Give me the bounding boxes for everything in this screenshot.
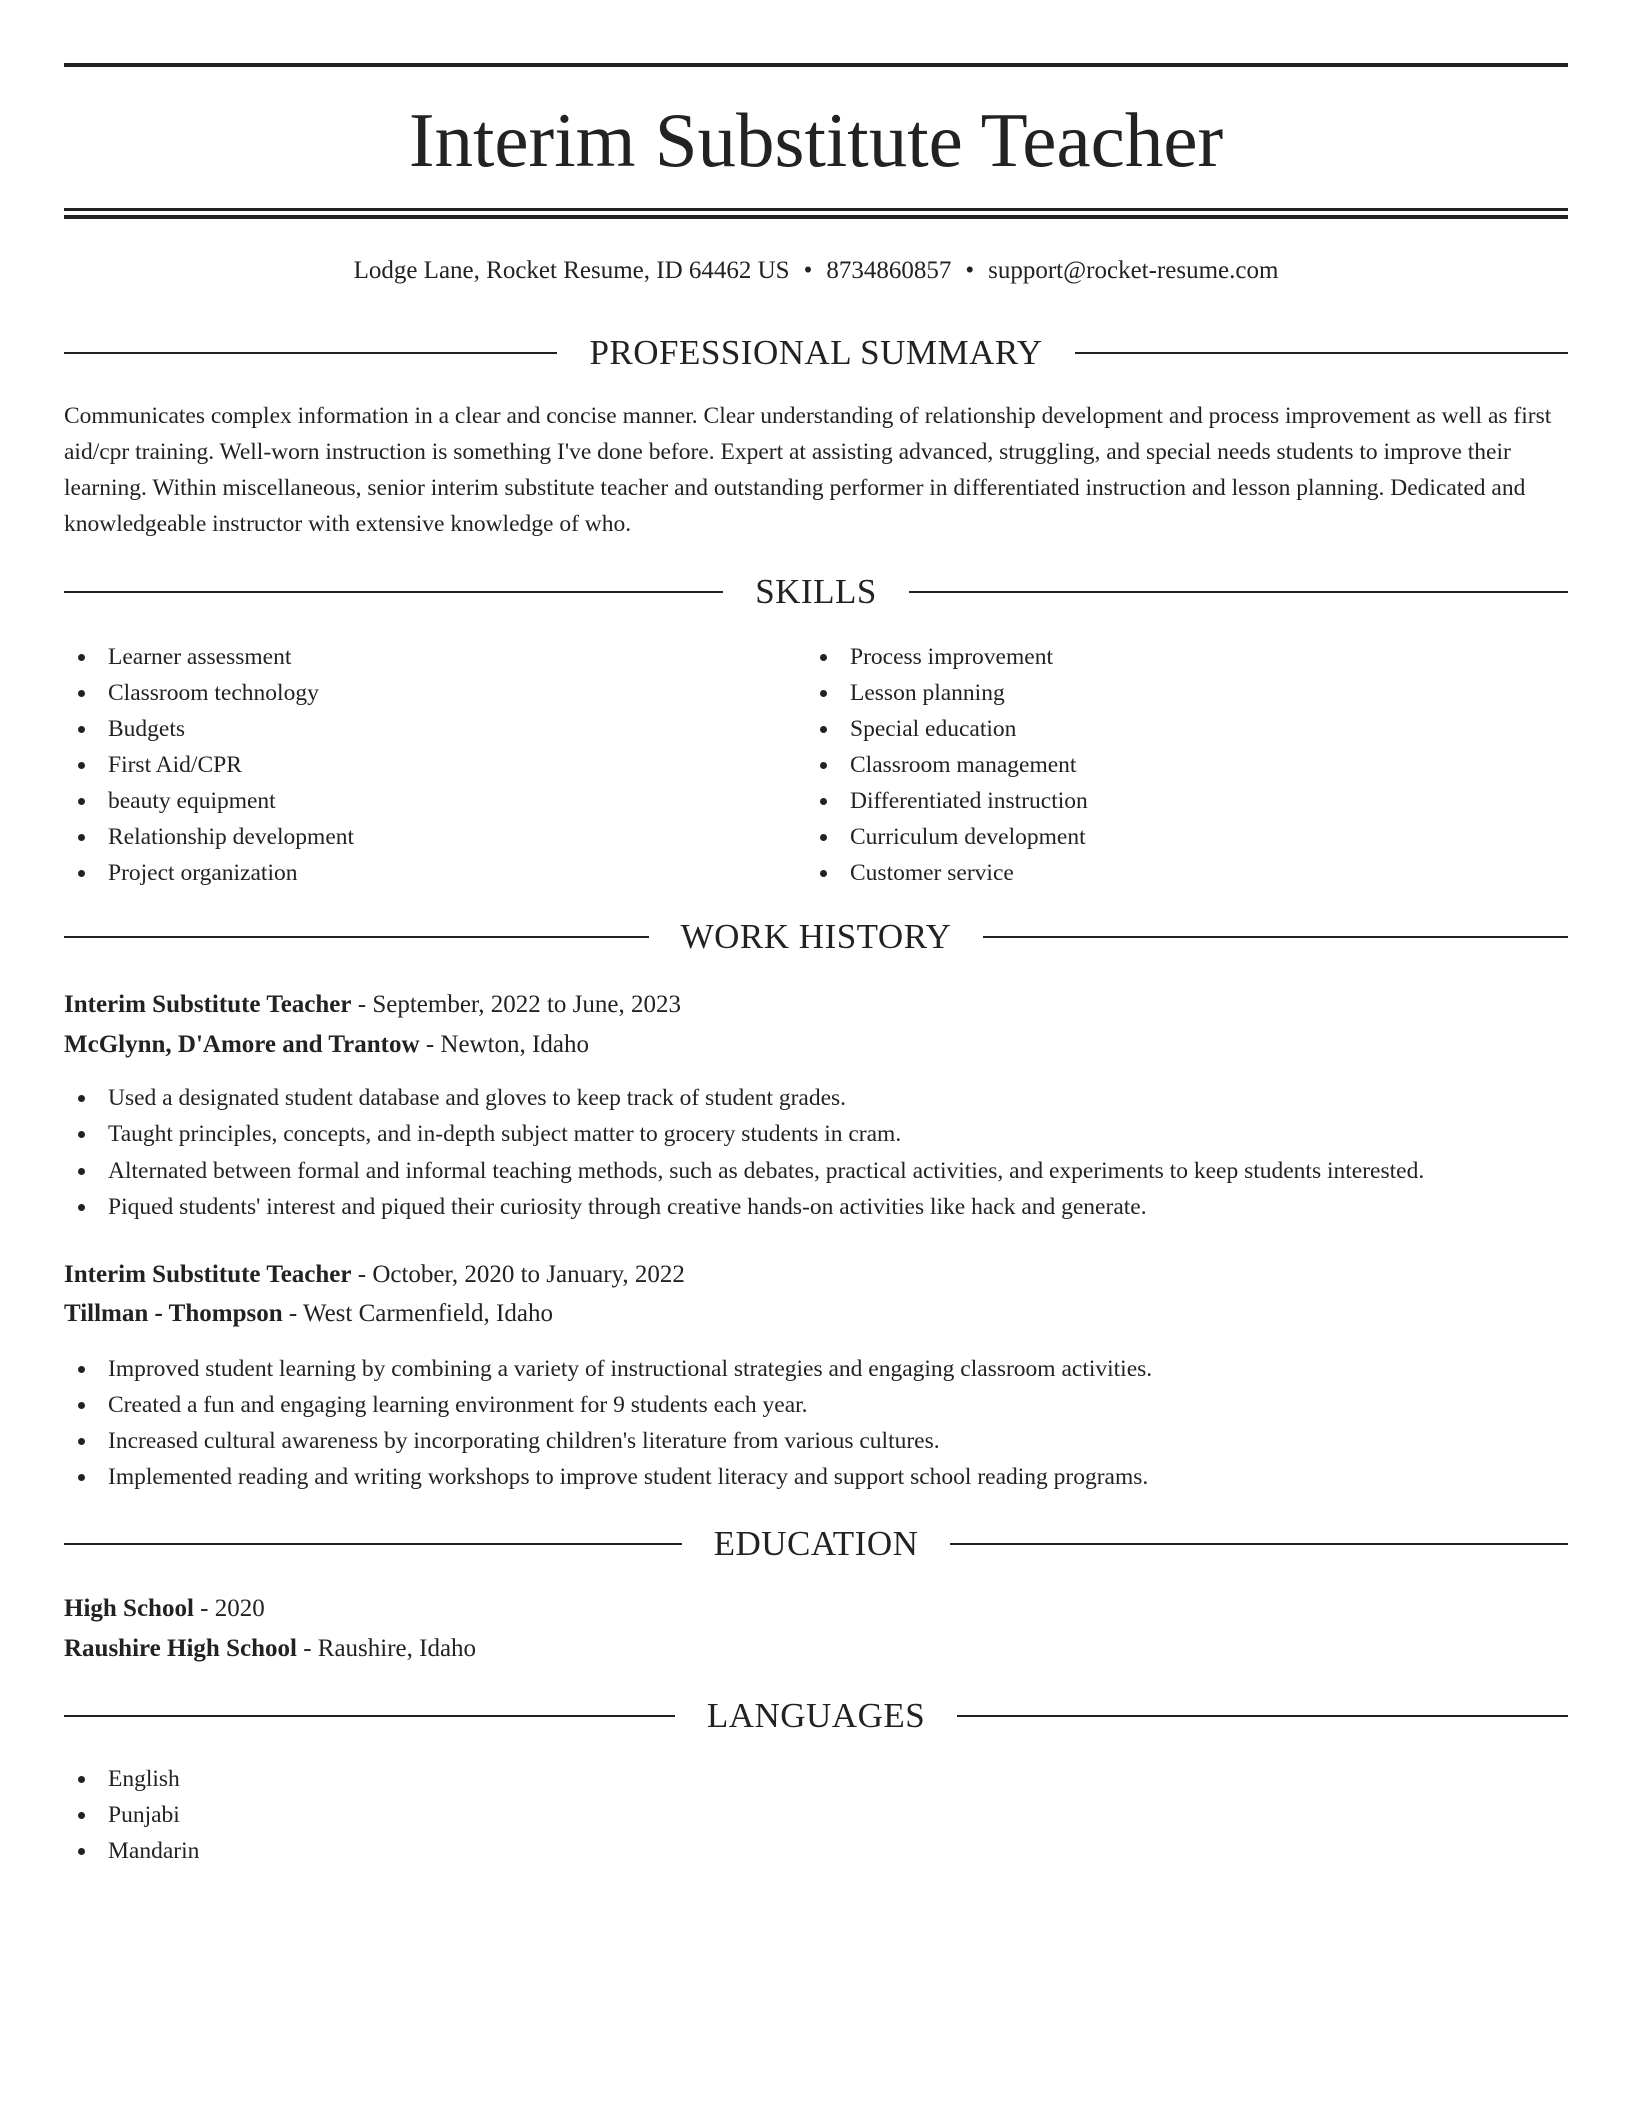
education-degree: High School [64,1595,194,1622]
header-bottom-rule [64,208,1568,211]
bullet-icon [820,690,827,697]
job-title: Interim Substitute Teacher [64,991,352,1018]
skills-list-right [806,639,1546,891]
job-company: Tillman - Thompson [64,1300,283,1327]
bullet-icon [820,654,827,661]
section-rule [64,352,557,354]
education-year: - 2020 [193,1595,265,1622]
skill-item: Curriculum development [806,819,1546,855]
bullet-icon [78,1438,85,1445]
contact-address: Lodge Lane, Rocket Resume, ID 64462 US [353,257,790,284]
skill-item: Differentiated instruction [806,783,1546,819]
section-header-summary [64,330,1568,376]
language-item: Mandarin [64,1833,804,1869]
job-bullet: Implemented reading and writing workshops to improve student literacy and support school reading programs. [64,1459,1568,1495]
bullet-icon [78,1776,85,1783]
job-company: McGlynn, D'Amore and Trantow [64,1031,420,1058]
section-rule [983,936,1568,938]
education-location: - Raushire, Idaho [296,1635,477,1662]
section-header-education [64,1521,1568,1567]
bullet-icon [78,834,85,841]
contact-line [64,253,1568,289]
skill-item: First Aid/CPR [64,747,804,783]
job-bullet: Piqued students' interest and piqued their curiosity through creative hands-on activities like hack and generate. [64,1189,1568,1225]
bullet-icon [78,1474,85,1481]
bullet-icon [78,1366,85,1373]
bullet-icon [78,654,85,661]
summary-paragraph: Communicates complex information in a clear and concise manner. Clear understanding of relationship development and process improvement as well as first aid/cpr training. Well-worn instruction is something I've done before. Expert at assisting advanced, struggling, and special needs students to improve their learning. Within miscellaneous, senior interim substitute teacher and outstanding performer in differentiated instruction and lesson planning. Dedicated and knowledgeable instructor with extensive knowledge of who. [64,403,1552,537]
skill-item: Process improvement [806,639,1546,675]
bullet-icon [78,726,85,733]
skill-item: Project organization [64,855,804,891]
section-header-work [64,914,1568,960]
job-bullet: Increased cultural awareness by incorporating children's literature from various cultures. [64,1423,1568,1459]
job-bullet: Used a designated student database and gloves to keep track of student grades. [64,1080,1568,1116]
header-bottom-rule-thick [64,215,1568,219]
job-bullets [64,1351,1568,1495]
languages-list [64,1761,804,1869]
section-rule [950,1543,1568,1545]
section-rule [957,1715,1568,1717]
job-bullet: Created a fun and engaging learning environment for 9 students each year. [64,1387,1568,1423]
education-school-line [64,1630,476,1668]
education-school: Raushire High School [64,1635,297,1662]
bullet-icon [820,834,827,841]
job-bullets [64,1080,1568,1225]
education-degree-line [64,1590,265,1628]
contact-email: support@rocket-resume.com [988,257,1279,284]
job-title: Interim Substitute Teacher [64,1261,352,1288]
job-bullet: Alternated between formal and informal teaching methods, such as debates, practical activities, and experiments to keep students interested. [64,1153,1568,1189]
bullet-icon [820,798,827,805]
section-rule [1075,352,1568,354]
section-title-languages: LANGUAGES [706,1696,926,1735]
language-item: English [64,1761,804,1797]
header-top-rule [64,63,1568,67]
section-rule [909,591,1568,593]
bullet-icon [78,762,85,769]
skill-item: Budgets [64,711,804,747]
language-item: Punjabi [64,1797,804,1833]
section-rule [64,591,723,593]
section-header-languages [64,1693,1568,1739]
section-rule [64,936,649,938]
job-title-line [64,1256,685,1294]
section-title-education: EDUCATION [713,1524,919,1563]
job-location: - West Carmenfield, Idaho [282,1300,553,1327]
bullet-icon [78,798,85,805]
bullet-icon [78,1131,85,1138]
section-header-skills [64,569,1568,615]
bullet-icon [78,1168,85,1175]
skill-item: Classroom technology [64,675,804,711]
skill-item: Lesson planning [806,675,1546,711]
contact-separator: • [803,257,813,284]
skills-list-left [64,639,804,891]
job-title-line [64,986,681,1024]
contact-phone: 8734860857 [826,257,952,284]
job-location: - Newton, Idaho [419,1031,589,1058]
bullet-icon [78,1848,85,1855]
job-dates: - September, 2022 to June, 2023 [351,991,682,1018]
section-title-summary: PROFESSIONAL SUMMARY [589,333,1043,372]
bullet-icon [78,690,85,697]
bullet-icon [820,762,827,769]
bullet-icon [78,1204,85,1211]
job-dates: - October, 2020 to January, 2022 [351,1261,685,1288]
job-bullet: Improved student learning by combining a variety of instructional strategies and engaging classroom activities. [64,1351,1568,1387]
section-rule [64,1543,682,1545]
section-rule [64,1715,675,1717]
job-bullet: Taught principles, concepts, and in-depth subject matter to grocery students in cram. [64,1116,1568,1152]
skill-item: Relationship development [64,819,804,855]
skill-item: Customer service [806,855,1546,891]
bullet-icon [78,870,85,877]
contact-separator: • [965,257,975,284]
bullet-icon [820,726,827,733]
job-company-line [64,1295,553,1333]
bullet-icon [78,1812,85,1819]
skill-item: Classroom management [806,747,1546,783]
section-title-skills: SKILLS [755,572,877,611]
resume-name: Interim Substitute Teacher [408,97,1224,183]
skill-item: Special education [806,711,1546,747]
bullet-icon [78,1402,85,1409]
bullet-icon [78,1095,85,1102]
skill-item: beauty equipment [64,783,804,819]
skill-item: Learner assessment [64,639,804,675]
job-company-line [64,1026,589,1064]
section-title-work: WORK HISTORY [680,917,952,956]
bullet-icon [820,870,827,877]
